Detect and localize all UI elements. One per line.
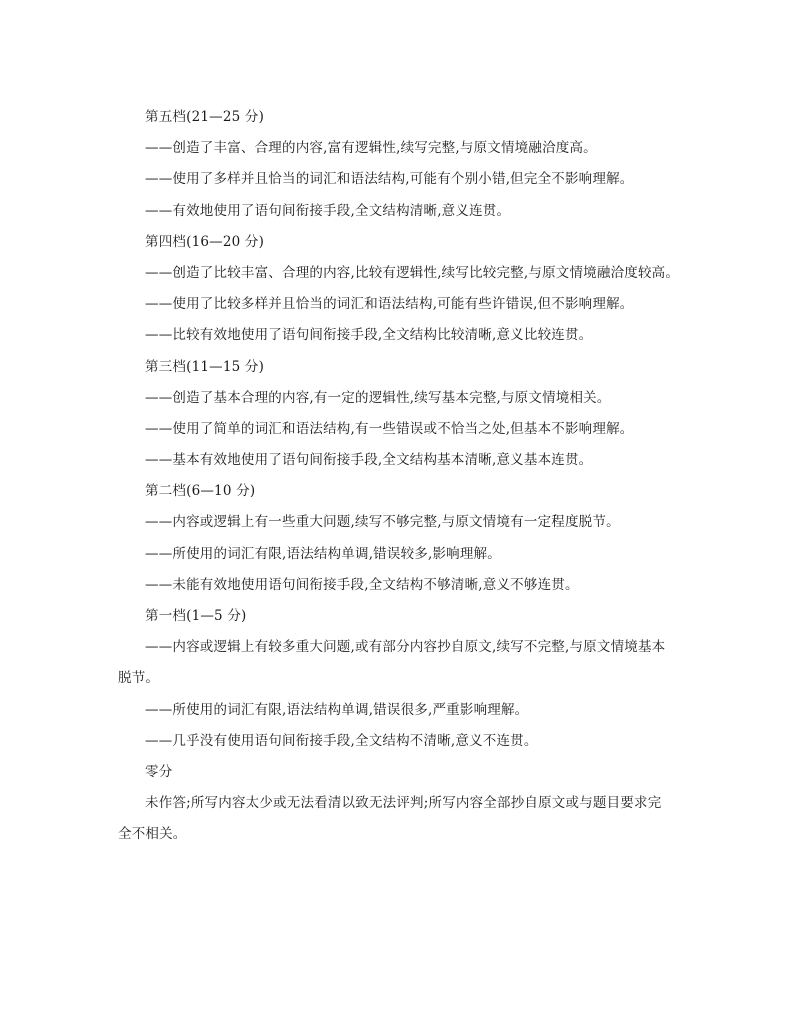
criterion-item: ——比较有效地使用了语句间衔接手段,全文结构比较清晰,意义比较连贯。 xyxy=(145,327,593,344)
tier-2 xyxy=(118,476,688,601)
tier-zero xyxy=(118,757,688,851)
tier-3 xyxy=(118,352,688,477)
criterion-item: ——使用了简单的词汇和语法结构,有一些错误或不恰当之处,但基本不影响理解。 xyxy=(145,420,634,437)
tier-heading: 第五档(21—25 分) xyxy=(145,109,265,125)
tier-heading: 第一档(1—5 分) xyxy=(145,608,247,624)
scoring-rubric xyxy=(118,102,688,851)
tier-4 xyxy=(118,227,688,352)
criterion-item: ——创造了丰富、合理的内容,富有逻辑性,续写完整,与原文情境融洽度高。 xyxy=(145,140,597,157)
criterion-item: ——几乎没有使用语句间衔接手段,全文结构不清晰,意义不连贯。 xyxy=(145,732,538,749)
tier-heading: 第三档(11—15 分) xyxy=(145,358,265,375)
tier-heading: 第二档(6—10 分) xyxy=(145,483,256,500)
tier-5 xyxy=(118,102,688,227)
zero-score-description: 未作答;所写内容太少或无法看清以致无法评判;所写内容全部抄自原文或与题目要求完全不相关。 xyxy=(118,795,662,843)
criterion-item: ——使用了多样并且恰当的词汇和语法结构,可能有个别小错,但完全不影响理解。 xyxy=(145,171,634,188)
criterion-item: ——内容或逻辑上有一些重大问题,续写不够完整,与原文情境有一定程度脱节。 xyxy=(145,514,620,531)
criterion-item: ——使用了比较多样并且恰当的词汇和语法结构,可能有些许错误,但不影响理解。 xyxy=(145,296,634,313)
tier-heading: 零分 xyxy=(145,763,173,780)
criterion-item: ——有效地使用了语句间衔接手段,全文结构清晰,意义连贯。 xyxy=(145,202,511,219)
criterion-item: ——基本有效地使用了语句间衔接手段,全文结构基本清晰,意义基本连贯。 xyxy=(145,452,593,469)
tier-heading: 第四档(16—20 分) xyxy=(145,233,265,250)
criterion-item: ——创造了比较丰富、合理的内容,比较有逻辑性,续写比较完整,与原文情境融洽度较高。 xyxy=(145,264,680,281)
tier-1 xyxy=(118,601,688,757)
criterion-item: ——创造了基本合理的内容,有一定的逻辑性,续写基本完整,与原文情境相关。 xyxy=(145,389,611,406)
criterion-item: ——内容或逻辑上有较多重大问题,或有部分内容抄自原文,续写不完整,与原文情境基本脱节。 xyxy=(118,639,666,687)
criterion-item: ——所使用的词汇有限,语法结构单调,错误很多,严重影响理解。 xyxy=(145,701,529,718)
criterion-item: ——未能有效地使用语句间衔接手段,全文结构不够清晰,意义不够连贯。 xyxy=(145,576,579,593)
criterion-item: ——所使用的词汇有限,语法结构单调,错误较多,影响理解。 xyxy=(145,545,501,562)
